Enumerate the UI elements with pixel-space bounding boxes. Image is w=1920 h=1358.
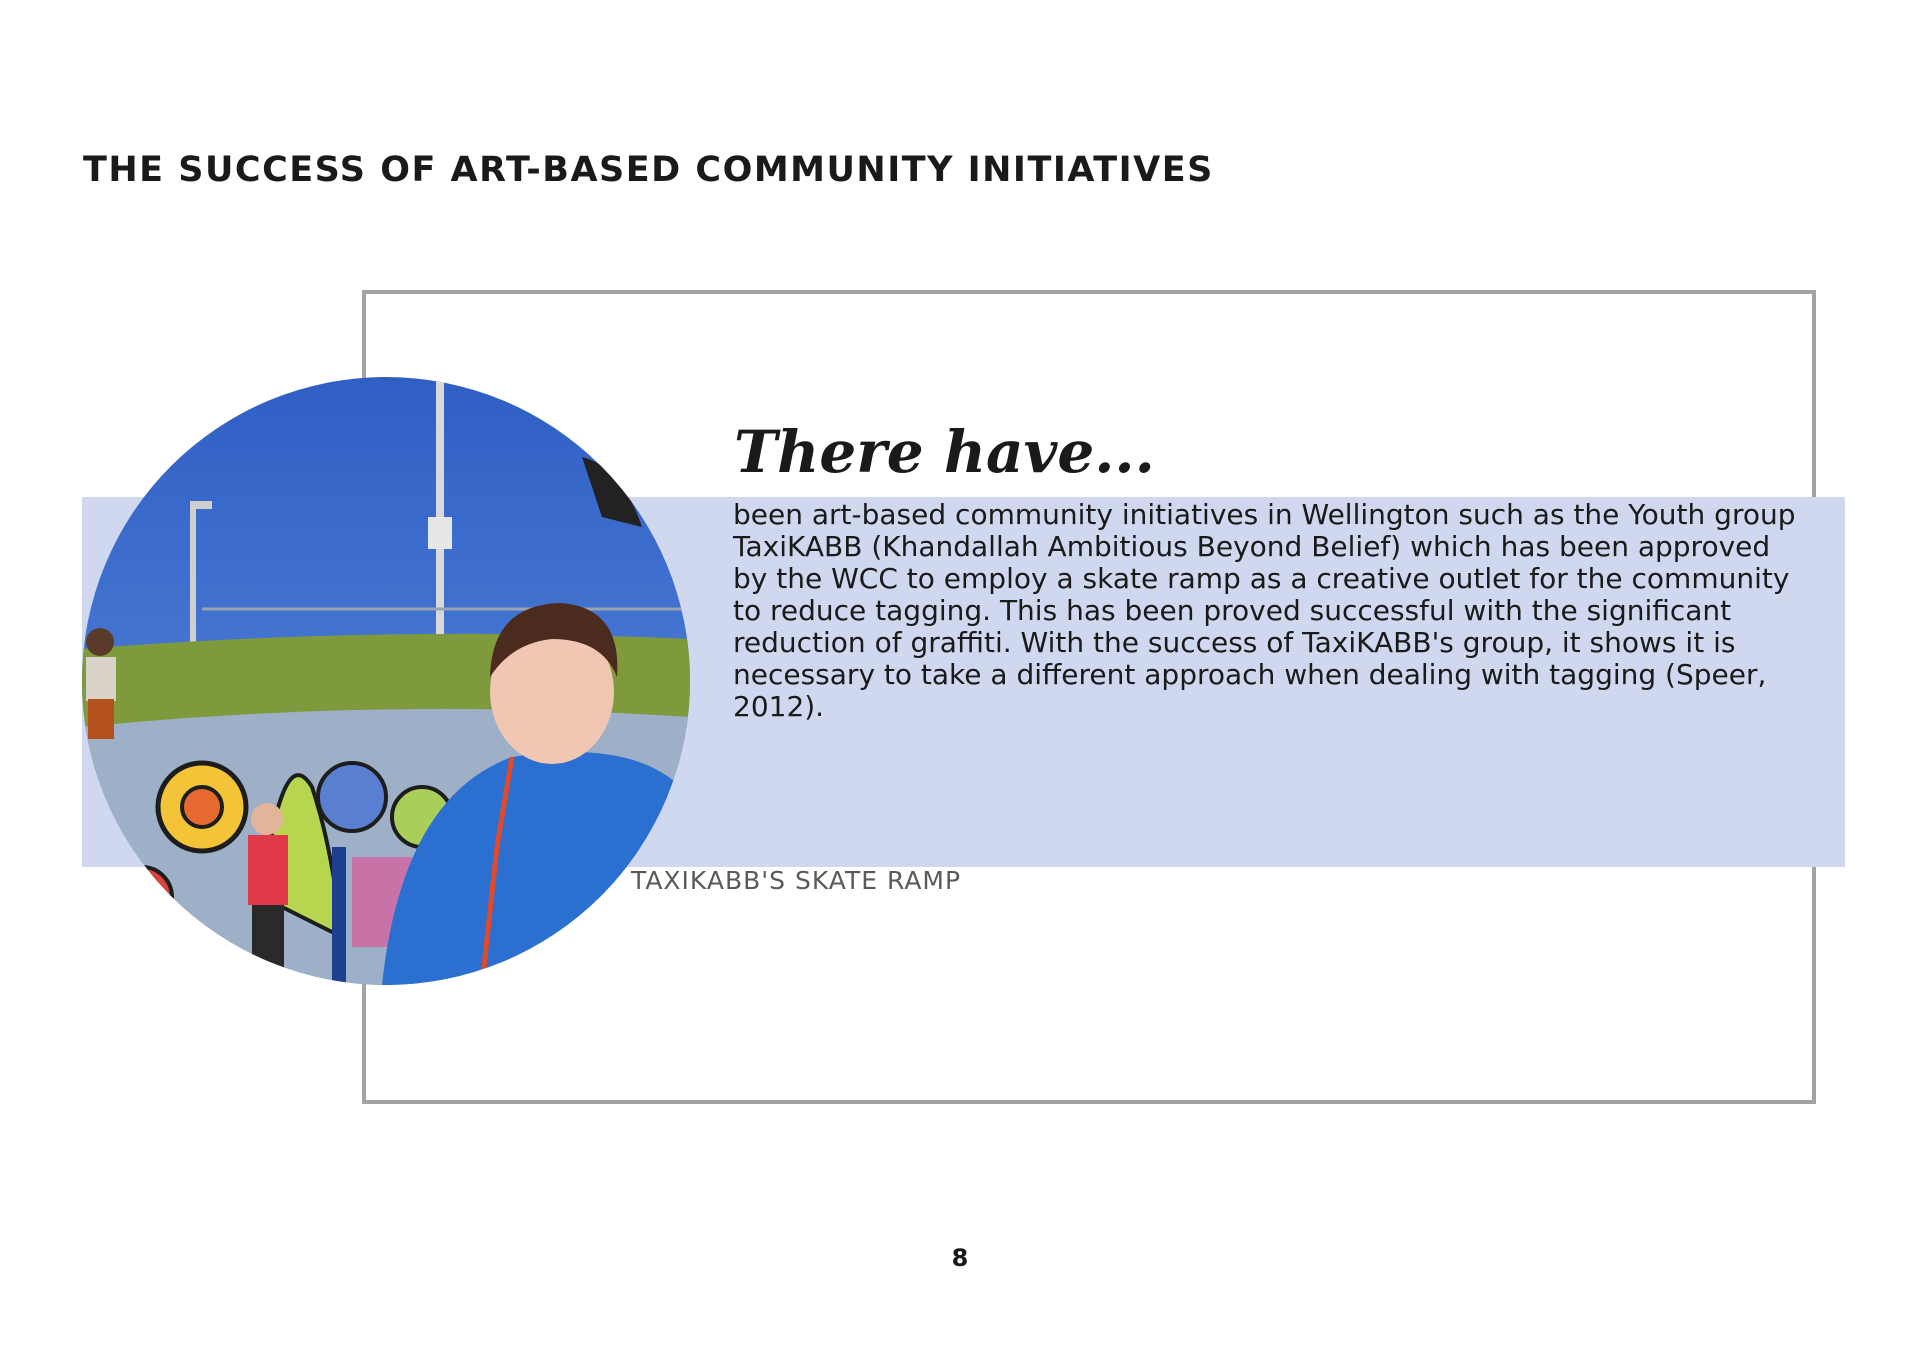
- page-number: 8: [951, 1244, 969, 1272]
- page-title: THE SUCCESS OF ART-BASED COMMUNITY INITIATIVES: [83, 150, 1214, 190]
- skate-ramp-photo: [82, 377, 690, 985]
- photo-caption: TAXIKABB'S SKATE RAMP: [631, 866, 962, 895]
- section-subheading: There have...: [734, 418, 1155, 486]
- body-paragraph: been art-based community initiatives in Wellington such as the Youth group TaxiKABB (Khandallah Ambitious Beyond Belief) which has been approved by the WCC to employ a skate ramp as a creative outlet for the community to reduce tagging. This has been proved successful with the significant reduction of graffiti. With the success of TaxiKABB's group, it shows it is necessary to take a different approach when dealing with tagging (Speer, 2012).: [733, 498, 1796, 723]
